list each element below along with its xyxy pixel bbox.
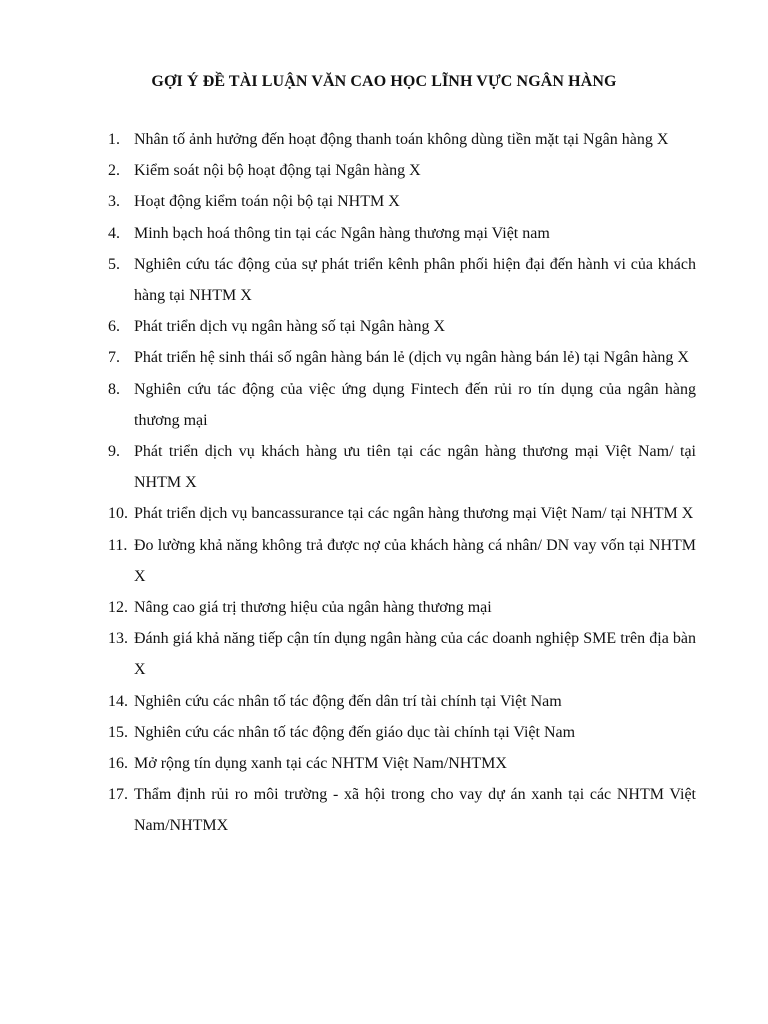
item-text: Kiểm soát nội bộ hoạt động tại Ngân hàng X [134, 162, 421, 180]
list-item [108, 374, 696, 436]
list-item [108, 498, 696, 529]
item-text: Nghiên cứu các nhân tố tác động đến giáo dục tài chính tại Việt Nam [134, 723, 576, 741]
list-item [108, 686, 696, 717]
list-item [108, 530, 696, 592]
topic-list [108, 124, 696, 842]
item-text: Nghiên cứu tác động của việc ứng dụng Fintech đến rủi ro tín dụng của ngân hàng thương mại [134, 380, 696, 429]
item-text: Đo lường khả năng không trả được nợ của khách hàng cá nhân/ DN vay vốn tại NHTM X [134, 536, 696, 585]
item-text: Phát triển dịch vụ bancassurance tại các ngân hàng thương mại Việt Nam/ tại NHTM X [134, 505, 694, 523]
item-text: Nâng cao giá trị thương hiệu của ngân hàng thương mại [134, 599, 492, 617]
list-item [108, 592, 696, 623]
item-number: 9. [108, 443, 120, 461]
item-text: Đánh giá khả năng tiếp cận tín dụng ngân hàng của các doanh nghiệp SME trên địa bàn X [134, 630, 696, 679]
list-item [108, 155, 696, 186]
item-text: Minh bạch hoá thông tin tại các Ngân hàng thương mại Việt nam [134, 224, 550, 242]
list-item [108, 748, 696, 779]
item-text: Nhân tố ảnh hưởng đến hoạt động thanh toán không dùng tiền mặt tại Ngân hàng X [134, 131, 669, 148]
list-item [108, 124, 696, 155]
item-number: 4. [108, 224, 120, 242]
document-title: GỢI Ý ĐỀ TÀI LUẬN VĂN CAO HỌC LĨNH VỰC NGÂN HÀNG [151, 73, 617, 90]
item-text: Thẩm định rủi ro môi trường - xã hội trong cho vay dự án xanh tại các NHTM Việt Nam/NHTMX [134, 786, 696, 835]
item-number: 12. [108, 599, 128, 617]
list-item [108, 342, 696, 373]
item-text: Mở rộng tín dụng xanh tại các NHTM Việt Nam/NHTMX [134, 755, 507, 773]
item-number: 2. [108, 162, 120, 180]
list-item [108, 311, 696, 342]
list-item [108, 249, 696, 311]
item-text: Phát triển dịch vụ ngân hàng số tại Ngân hàng X [134, 318, 446, 336]
item-number: 3. [108, 193, 120, 211]
item-number: 5. [108, 255, 120, 273]
item-number: 11. [108, 536, 128, 554]
item-number: 1. [108, 131, 120, 148]
list-item [108, 779, 696, 841]
item-number: 15. [108, 723, 128, 741]
item-number: 14. [108, 692, 128, 710]
list-item [108, 623, 696, 685]
item-number: 7. [108, 349, 120, 367]
item-text: Phát triển dịch vụ khách hàng ưu tiên tại các ngân hàng thương mại Việt Nam/ tại NHTM X [134, 443, 696, 492]
item-number: 10. [108, 505, 128, 523]
item-number: 6. [108, 318, 120, 336]
item-number: 8. [108, 380, 120, 398]
item-number: 16. [108, 755, 128, 773]
item-text: Nghiên cứu tác động của sự phát triển kênh phân phối hiện đại đến hành vi của khách hàng tại NHTM X [134, 255, 696, 305]
item-number: 17. [108, 786, 128, 804]
list-item [108, 186, 696, 217]
item-number: 13. [108, 630, 128, 648]
list-item [108, 218, 696, 249]
item-text: Hoạt động kiểm toán nội bộ tại NHTM X [134, 193, 400, 211]
item-text: Nghiên cứu các nhân tố tác động đến dân trí tài chính tại Việt Nam [134, 692, 562, 710]
list-item [108, 717, 696, 748]
item-text: Phát triển hệ sinh thái số ngân hàng bán lẻ (dịch vụ ngân hàng bán lẻ) tại Ngân hàng X [134, 349, 689, 367]
list-item [108, 436, 696, 498]
